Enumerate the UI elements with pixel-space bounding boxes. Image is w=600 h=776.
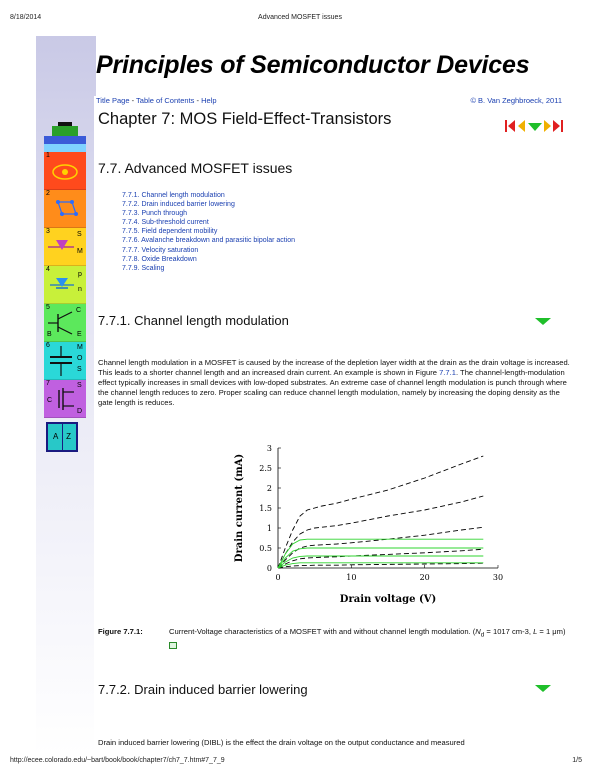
copyright: © B. Van Zeghbroeck, 2011 <box>470 96 562 105</box>
last-page-arrow-icon[interactable] <box>553 120 560 132</box>
toc-link[interactable]: 7.7.6. Avalanche breakdown and parasitic bipolar action <box>122 237 296 245</box>
toc-link[interactable]: 7.7.4. Sub-threshold current <box>122 219 209 227</box>
y-tick-label: 0.5 <box>259 544 272 553</box>
print-page-number: 1/5 <box>572 757 582 764</box>
toc-link[interactable]: 7.7.3. Punch through <box>122 210 187 218</box>
series-line <box>278 496 483 568</box>
series-line <box>278 563 483 568</box>
chapter-tile-5[interactable] <box>44 304 86 342</box>
y-tick-label: 2 <box>266 484 272 493</box>
y-tick-label: 1 <box>266 524 272 533</box>
paragraph-text: . The channel-length-modulation effect typically increases in small devices with low-doped substrates. An extreme case of channel length modulation is punch through where the channel length reduces to zero. Proper scaling can reduce channel length modulation, namely by increasing the doping density as the gate length is reduces. <box>98 368 567 408</box>
mosfet-icon <box>44 380 86 418</box>
chapter-navigation-arrows <box>508 118 564 134</box>
chapter-number: 7 <box>46 380 50 387</box>
chapter-label: C <box>47 397 53 404</box>
y-tick-label: 1.5 <box>259 504 272 513</box>
last-page-bar-icon <box>561 120 563 132</box>
chapter-number: 4 <box>46 266 50 273</box>
bipolar-transistor-icon <box>44 304 86 342</box>
figure-link[interactable]: 7.7.1 <box>439 368 456 378</box>
chapter-label: p <box>78 271 82 278</box>
caption-symbol: N <box>475 627 481 636</box>
schottky-diode-icon <box>44 228 86 266</box>
chapter-icon-strip <box>44 116 86 452</box>
chapter-label: S <box>77 231 82 238</box>
chapter-label: C <box>76 307 82 314</box>
subsection-title: 7.7.2. Drain induced barrier lowering <box>98 682 308 697</box>
previous-page-arrow-icon[interactable] <box>518 120 525 132</box>
chapter-tile-7[interactable] <box>44 380 86 418</box>
figure-7-7-1 <box>228 438 524 618</box>
glossary-book-icon[interactable] <box>46 422 78 452</box>
caption-part: Current-Voltage characteristics of a MOSFET with and without channel length modulation. ( <box>169 627 476 636</box>
subsection-title: 7.7.1. Channel length modulation <box>98 313 289 328</box>
print-url: http://ecee.colorado.edu/~bart/book/book/chapter7/ch7_7.htm#7_7_9 <box>10 757 225 764</box>
chapter-number: 3 <box>46 228 50 235</box>
section-title: 7.7. Advanced MOSFET issues <box>98 160 293 176</box>
section-table-of-contents <box>122 191 295 273</box>
chapter-tile-2[interactable] <box>44 190 86 228</box>
chapter-label: S <box>77 382 82 389</box>
caption-label: Figure 7.7.1: <box>98 627 143 636</box>
chapter-label: S <box>77 366 82 373</box>
caption-subscript: d <box>480 631 485 639</box>
nav-separator: - <box>194 96 202 105</box>
caption-part: = 1 μm) <box>537 627 566 636</box>
spreadsheet-icon[interactable] <box>169 642 177 649</box>
help-link[interactable]: Help <box>201 96 217 105</box>
next-section-arrow-icon[interactable] <box>535 318 551 325</box>
first-page-bar-icon <box>505 120 507 132</box>
toc-link[interactable]: 7.7.1. Channel length modulation <box>122 192 225 199</box>
dibl-paragraph: Drain induced barrier lowering (DIBL) is the effect the drain voltage on the output conductance and measured <box>98 738 465 747</box>
title-page-link[interactable]: Title Page <box>96 96 130 105</box>
chapter-tile-3[interactable] <box>44 228 86 266</box>
series-line <box>278 563 483 568</box>
chapter-number: 1 <box>46 152 50 159</box>
first-page-arrow-icon[interactable] <box>508 120 515 132</box>
book-logo-icon[interactable] <box>44 116 86 152</box>
top-navigation <box>96 96 217 105</box>
chapter-label: O <box>77 355 83 362</box>
nav-separator: - <box>129 96 137 105</box>
print-doc-title: Advanced MOSFET issues <box>258 14 342 21</box>
iv-characteristics-chart <box>228 438 524 618</box>
chapter-number: 6 <box>46 342 50 349</box>
y-tick-label: 3 <box>266 444 272 453</box>
paragraph-text: Channel length modulation in a MOSFET is caused by the increase of the depletion layer width at the drain as the drain voltage is increased. This leads to a shorter channel length and an increased drain current. An example is shown in Figure <box>98 358 570 378</box>
book-title: Principles of Semiconductor Devices <box>96 51 530 79</box>
chapter-number: 2 <box>46 190 50 197</box>
chapter-label: D <box>77 408 83 415</box>
chapter-label: B <box>47 331 52 338</box>
toc-link[interactable]: 7.7.5. Field dependent mobility <box>122 228 218 236</box>
series-line <box>278 539 483 568</box>
crystal-lattice-icon <box>44 190 86 228</box>
chapter-tile-6[interactable] <box>44 342 86 380</box>
x-tick-label: 0 <box>275 573 281 582</box>
table-of-contents-link[interactable]: Table of Contents <box>136 96 195 105</box>
chapter-title: Chapter 7: MOS Field-Effect-Transistors <box>98 110 392 128</box>
mos-capacitor-icon <box>44 342 86 380</box>
chapter-label: E <box>77 331 82 338</box>
toc-link[interactable]: 7.7.9. Scaling <box>122 264 165 272</box>
toc-link[interactable]: 7.7.7. Velocity saturation <box>122 246 199 254</box>
chapter-label: M <box>77 248 83 255</box>
caption-text <box>169 627 574 651</box>
channel-length-paragraph <box>98 358 572 408</box>
down-page-arrow-icon[interactable] <box>528 123 542 131</box>
y-axis-title: Drain current (mA) <box>234 453 245 563</box>
pn-diode-icon <box>44 266 86 304</box>
next-section-arrow-icon[interactable] <box>535 685 551 692</box>
caption-part: = 1017 cm-3, <box>484 627 534 636</box>
x-tick-label: 30 <box>492 573 504 582</box>
toc-link[interactable]: 7.7.8. Oxide Breakdown <box>122 255 197 263</box>
atom-icon <box>44 152 86 190</box>
toc-link[interactable]: 7.7.2. Drain induced barrier lowering <box>122 201 235 209</box>
series-line <box>278 549 483 568</box>
next-page-arrow-icon[interactable] <box>544 120 551 132</box>
book-letter-a: A <box>53 432 59 441</box>
book-spine <box>62 424 63 450</box>
y-tick-label: 0 <box>266 564 272 573</box>
print-date: 8/18/2014 <box>10 14 42 21</box>
chapter-label: M <box>77 344 83 351</box>
chapter-tile-1[interactable] <box>44 152 86 190</box>
x-axis-title: Drain voltage (V) <box>339 594 437 605</box>
y-tick-label: 2.5 <box>259 464 272 473</box>
chapter-number: 5 <box>46 304 50 311</box>
x-tick-label: 10 <box>346 573 357 582</box>
chapter-label: n <box>78 286 82 293</box>
chapter-tile-4[interactable] <box>44 266 86 304</box>
book-letter-z: Z <box>66 432 71 441</box>
caption-symbol: L <box>533 627 538 636</box>
x-tick-label: 20 <box>419 573 430 582</box>
